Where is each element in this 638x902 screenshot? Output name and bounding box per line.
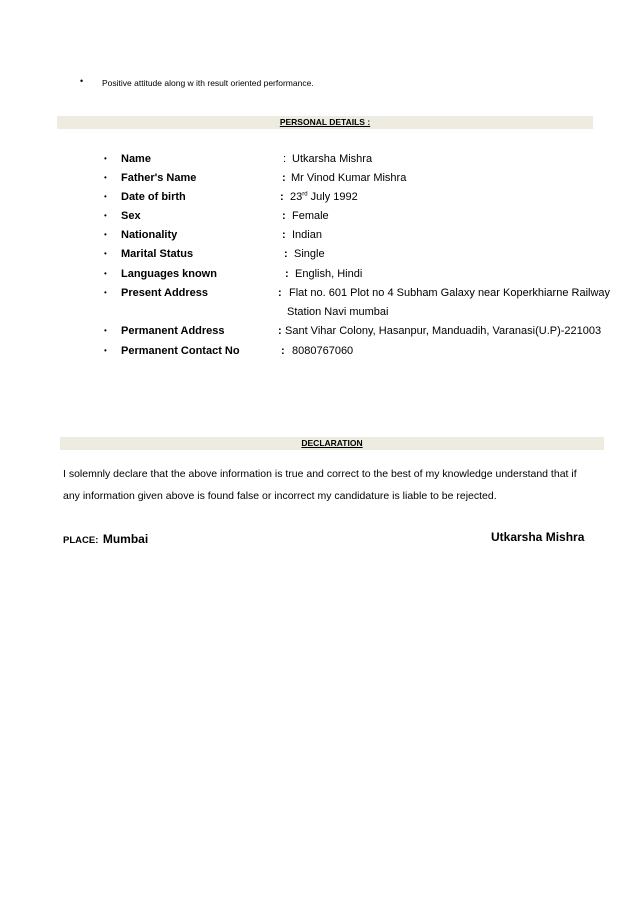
- detail-sep: :: [281, 345, 285, 357]
- declaration-line-1: I solemnly declare that the above information is true and correct to the best of my knowledge understand that if: [63, 468, 577, 480]
- detail-row-nationality: [0, 229, 638, 248]
- place-label: PLACE:: [63, 535, 99, 546]
- place: [63, 530, 148, 548]
- detail-label: Marital Status: [121, 248, 194, 260]
- place-value: Mumbai: [102, 532, 149, 546]
- detail-row-permanent-address: [0, 325, 638, 344]
- bullet-dot: •: [104, 154, 107, 163]
- detail-sep: :: [285, 268, 289, 280]
- detail-sep: :: [278, 325, 282, 337]
- detail-label: Permanent Address: [121, 325, 225, 337]
- bullet-dot: •: [104, 249, 107, 258]
- declaration-heading-text: DECLARATION: [301, 438, 363, 448]
- detail-sep: :: [278, 287, 282, 299]
- detail-row-marital: [0, 248, 638, 267]
- bullet-dot: •: [104, 288, 107, 297]
- detail-row-sex: [0, 210, 638, 229]
- detail-row-name: [0, 153, 638, 172]
- detail-value: Indian: [292, 229, 322, 241]
- detail-sep: :: [284, 248, 288, 260]
- detail-sep: :: [282, 172, 286, 184]
- detail-sep: :: [283, 153, 287, 165]
- detail-value: Mr Vinod Kumar Mishra: [291, 172, 407, 184]
- bullet-dot: •: [104, 269, 107, 278]
- detail-label: Date of birth: [121, 191, 186, 203]
- detail-value: 8080767060: [292, 345, 354, 357]
- attitude-text: Positive attitude along w ith result oriented performance.: [102, 78, 314, 88]
- detail-value-line2: Station Navi mumbai: [287, 306, 389, 318]
- signature-name: Utkarsha Mishra: [491, 530, 585, 544]
- detail-value: [290, 191, 358, 203]
- detail-label: Present Address: [121, 287, 209, 299]
- detail-label: Nationality: [121, 229, 178, 241]
- personal-details-heading: [57, 116, 593, 129]
- personal-details-heading-text: PERSONAL DETAILS :: [279, 117, 371, 127]
- detail-sep: :: [282, 210, 286, 222]
- dob-day: 23: [290, 191, 303, 203]
- detail-value: Sant Vihar Colony, Hasanpur, Manduadih, Varanasi(U.P)-221003: [285, 325, 602, 337]
- detail-value: Female: [292, 210, 329, 222]
- detail-label: Sex: [121, 210, 141, 222]
- dob-suffix: rd: [302, 191, 308, 198]
- detail-row-present-address: [0, 287, 638, 325]
- detail-label: Father's Name: [121, 172, 197, 184]
- detail-value: Single: [294, 248, 325, 260]
- detail-row-contact: [0, 345, 638, 364]
- detail-row-father: [0, 172, 638, 191]
- bullet-dot: •: [80, 76, 84, 86]
- declaration-text: [63, 463, 593, 507]
- declaration-heading: [60, 437, 604, 450]
- bullet-dot: •: [104, 346, 107, 355]
- bullet-dot: •: [104, 211, 107, 220]
- detail-value: Flat no. 601 Plot no 4 Subham Galaxy near Koperkhiarne Railway: [289, 287, 611, 299]
- detail-row-dob: [0, 191, 638, 210]
- detail-label: Permanent Contact No: [121, 345, 240, 357]
- detail-sep: :: [282, 229, 286, 241]
- bullet-dot: •: [104, 230, 107, 239]
- detail-sep: :: [280, 191, 284, 203]
- detail-row-languages: [0, 268, 638, 287]
- detail-value: Utkarsha Mishra: [292, 153, 373, 165]
- bullet-dot: •: [104, 173, 107, 182]
- detail-label: Languages known: [121, 268, 217, 280]
- detail-value: English, Hindi: [295, 268, 363, 280]
- bullet-dot: •: [104, 192, 107, 201]
- detail-label: Name: [121, 153, 151, 165]
- bullet-dot: •: [104, 326, 107, 335]
- dob-rest: July 1992: [307, 191, 358, 203]
- declaration-line-2: any information given above is found false or incorrect my candidature is liable to be rejected.: [63, 490, 497, 502]
